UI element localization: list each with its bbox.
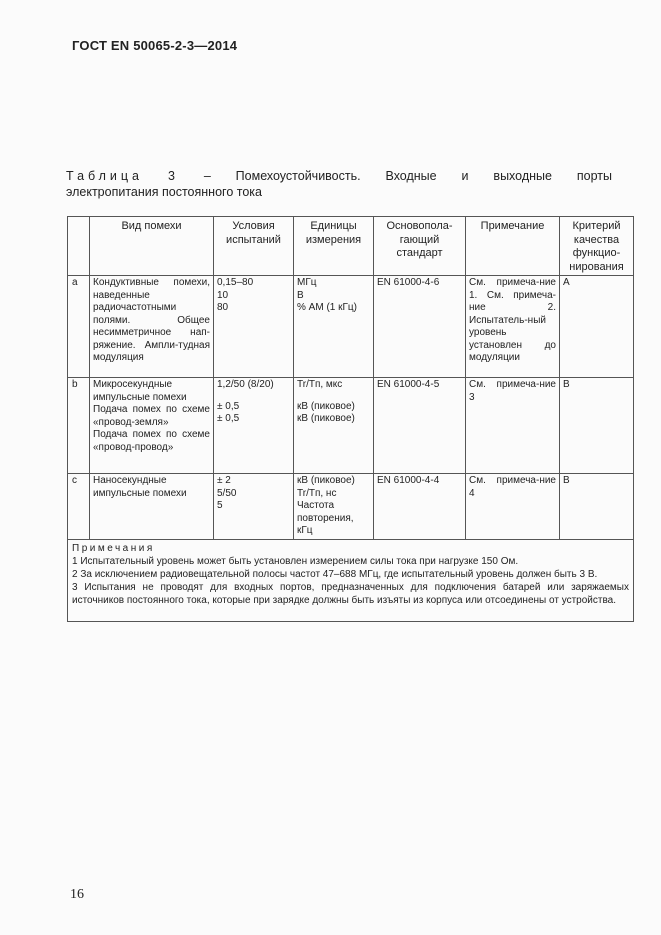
row-standard: EN 61000-4-4: [374, 474, 466, 540]
row-criterion: B: [560, 474, 634, 540]
condition-value: 10: [217, 289, 229, 301]
row-criterion: B: [560, 378, 634, 474]
unit-value: кВ (пиковое): [297, 400, 355, 412]
table-notes: [68, 539, 634, 621]
condition-value: 1,2/50 (8/20): [217, 379, 274, 390]
row-type: [90, 378, 214, 474]
caption-label: Таблица: [66, 169, 144, 183]
row-standard: EN 61000-4-6: [374, 276, 466, 378]
note-item: 1 Испытательный уровень может быть установлен измерением силы тока при нагрузке 150 Ом.: [72, 555, 519, 567]
unit-value: кВ (пиковое): [297, 475, 355, 486]
col-header-note: Примечание: [466, 217, 560, 276]
row-type: Наносекундные импульсные помехи: [90, 474, 214, 540]
row-note: См. примеча-ние 3: [466, 378, 560, 474]
unit-value: В: [297, 289, 304, 301]
table-row: [68, 474, 634, 540]
table-caption: [66, 168, 612, 200]
unit-value: Tr/Tп, мкс: [297, 379, 343, 390]
notes-title: Примечания: [72, 542, 155, 554]
col-header-standard: Основопола-гающий стандарт: [374, 217, 466, 276]
row-conditions: [214, 276, 294, 378]
caption-number: 3: [167, 169, 179, 183]
col-header-criterion: Критерий качества функцио-нирования: [560, 217, 634, 276]
row-conditions: [214, 474, 294, 540]
row-note: См. примеча-ние 1. См. примеча-ние 2. Испытатель-ный уровень установлен до модуляции: [466, 276, 560, 378]
unit-value: МГц: [297, 277, 317, 288]
document-code: ГОСТ EN 50065-2-3—2014: [72, 38, 238, 53]
row-standard: EN 61000-4-5: [374, 378, 466, 474]
col-header-conditions: Условия испытаний: [214, 217, 294, 276]
note-item: 2 За исключением радиовещательной полосы частот 47–688 МГц, где испытательный уровень должен быть 3 В.: [72, 568, 598, 580]
condition-value: 5: [217, 500, 223, 511]
caption-line-1: [66, 168, 612, 184]
condition-value: ± 0,5: [217, 400, 240, 412]
table-notes-row: [68, 539, 634, 621]
row-type: Кондуктивные помехи, наведенные радиочастотными полями. Общее несимметричное нап-ряжение. Ампли-тудная модуляция: [90, 276, 214, 378]
col-header-type: Вид помехи: [90, 217, 214, 276]
unit-value: Частота повторения, кГц: [297, 500, 354, 536]
row-note: См. примеча-ние 4: [466, 474, 560, 540]
row-id: a: [68, 276, 90, 378]
unit-value: кВ (пиковое): [297, 413, 355, 424]
unit-value: Tr/Tп, нс: [297, 487, 337, 499]
condition-value: 80: [217, 302, 229, 313]
condition-value: 5/50: [217, 487, 237, 499]
caption-line-2: электропитания постоянного тока: [66, 185, 262, 199]
col-header-index: [68, 217, 90, 276]
condition-value: ± 2: [217, 475, 231, 486]
table-header-row: [68, 217, 634, 276]
row-conditions: [214, 378, 294, 474]
condition-value: 0,15–80: [217, 277, 254, 288]
caption-title: – Помехоустойчивость. Входные и выходные порты: [203, 169, 612, 183]
row-id: c: [68, 474, 90, 540]
note-item: 3 Испытания не проводят для входных портов, предназначенных для подключения батарей или заряжаемых источников постоянного тока, которые при зарядке должны быть изъяты из корпуса или отсоединены от устройства.: [72, 581, 629, 606]
interference-table: [67, 216, 634, 622]
type-title: Микросекундные импульсные помехи: [93, 379, 187, 403]
condition-value: ± 0,5: [217, 413, 240, 424]
type-sub: Подача помех по схеме «провод-земля»: [93, 404, 210, 428]
table-row: [68, 378, 634, 474]
page-number: 16: [70, 887, 84, 902]
col-header-units: Единицы измерения: [294, 217, 374, 276]
row-id: b: [68, 378, 90, 474]
row-criterion: A: [560, 276, 634, 378]
table-row: [68, 276, 634, 378]
row-units: [294, 378, 374, 474]
type-sub: Подача помех по схеме «провод-провод»: [93, 429, 210, 453]
unit-value: % АМ (1 кГц): [297, 302, 357, 313]
row-units: [294, 474, 374, 540]
row-units: [294, 276, 374, 378]
